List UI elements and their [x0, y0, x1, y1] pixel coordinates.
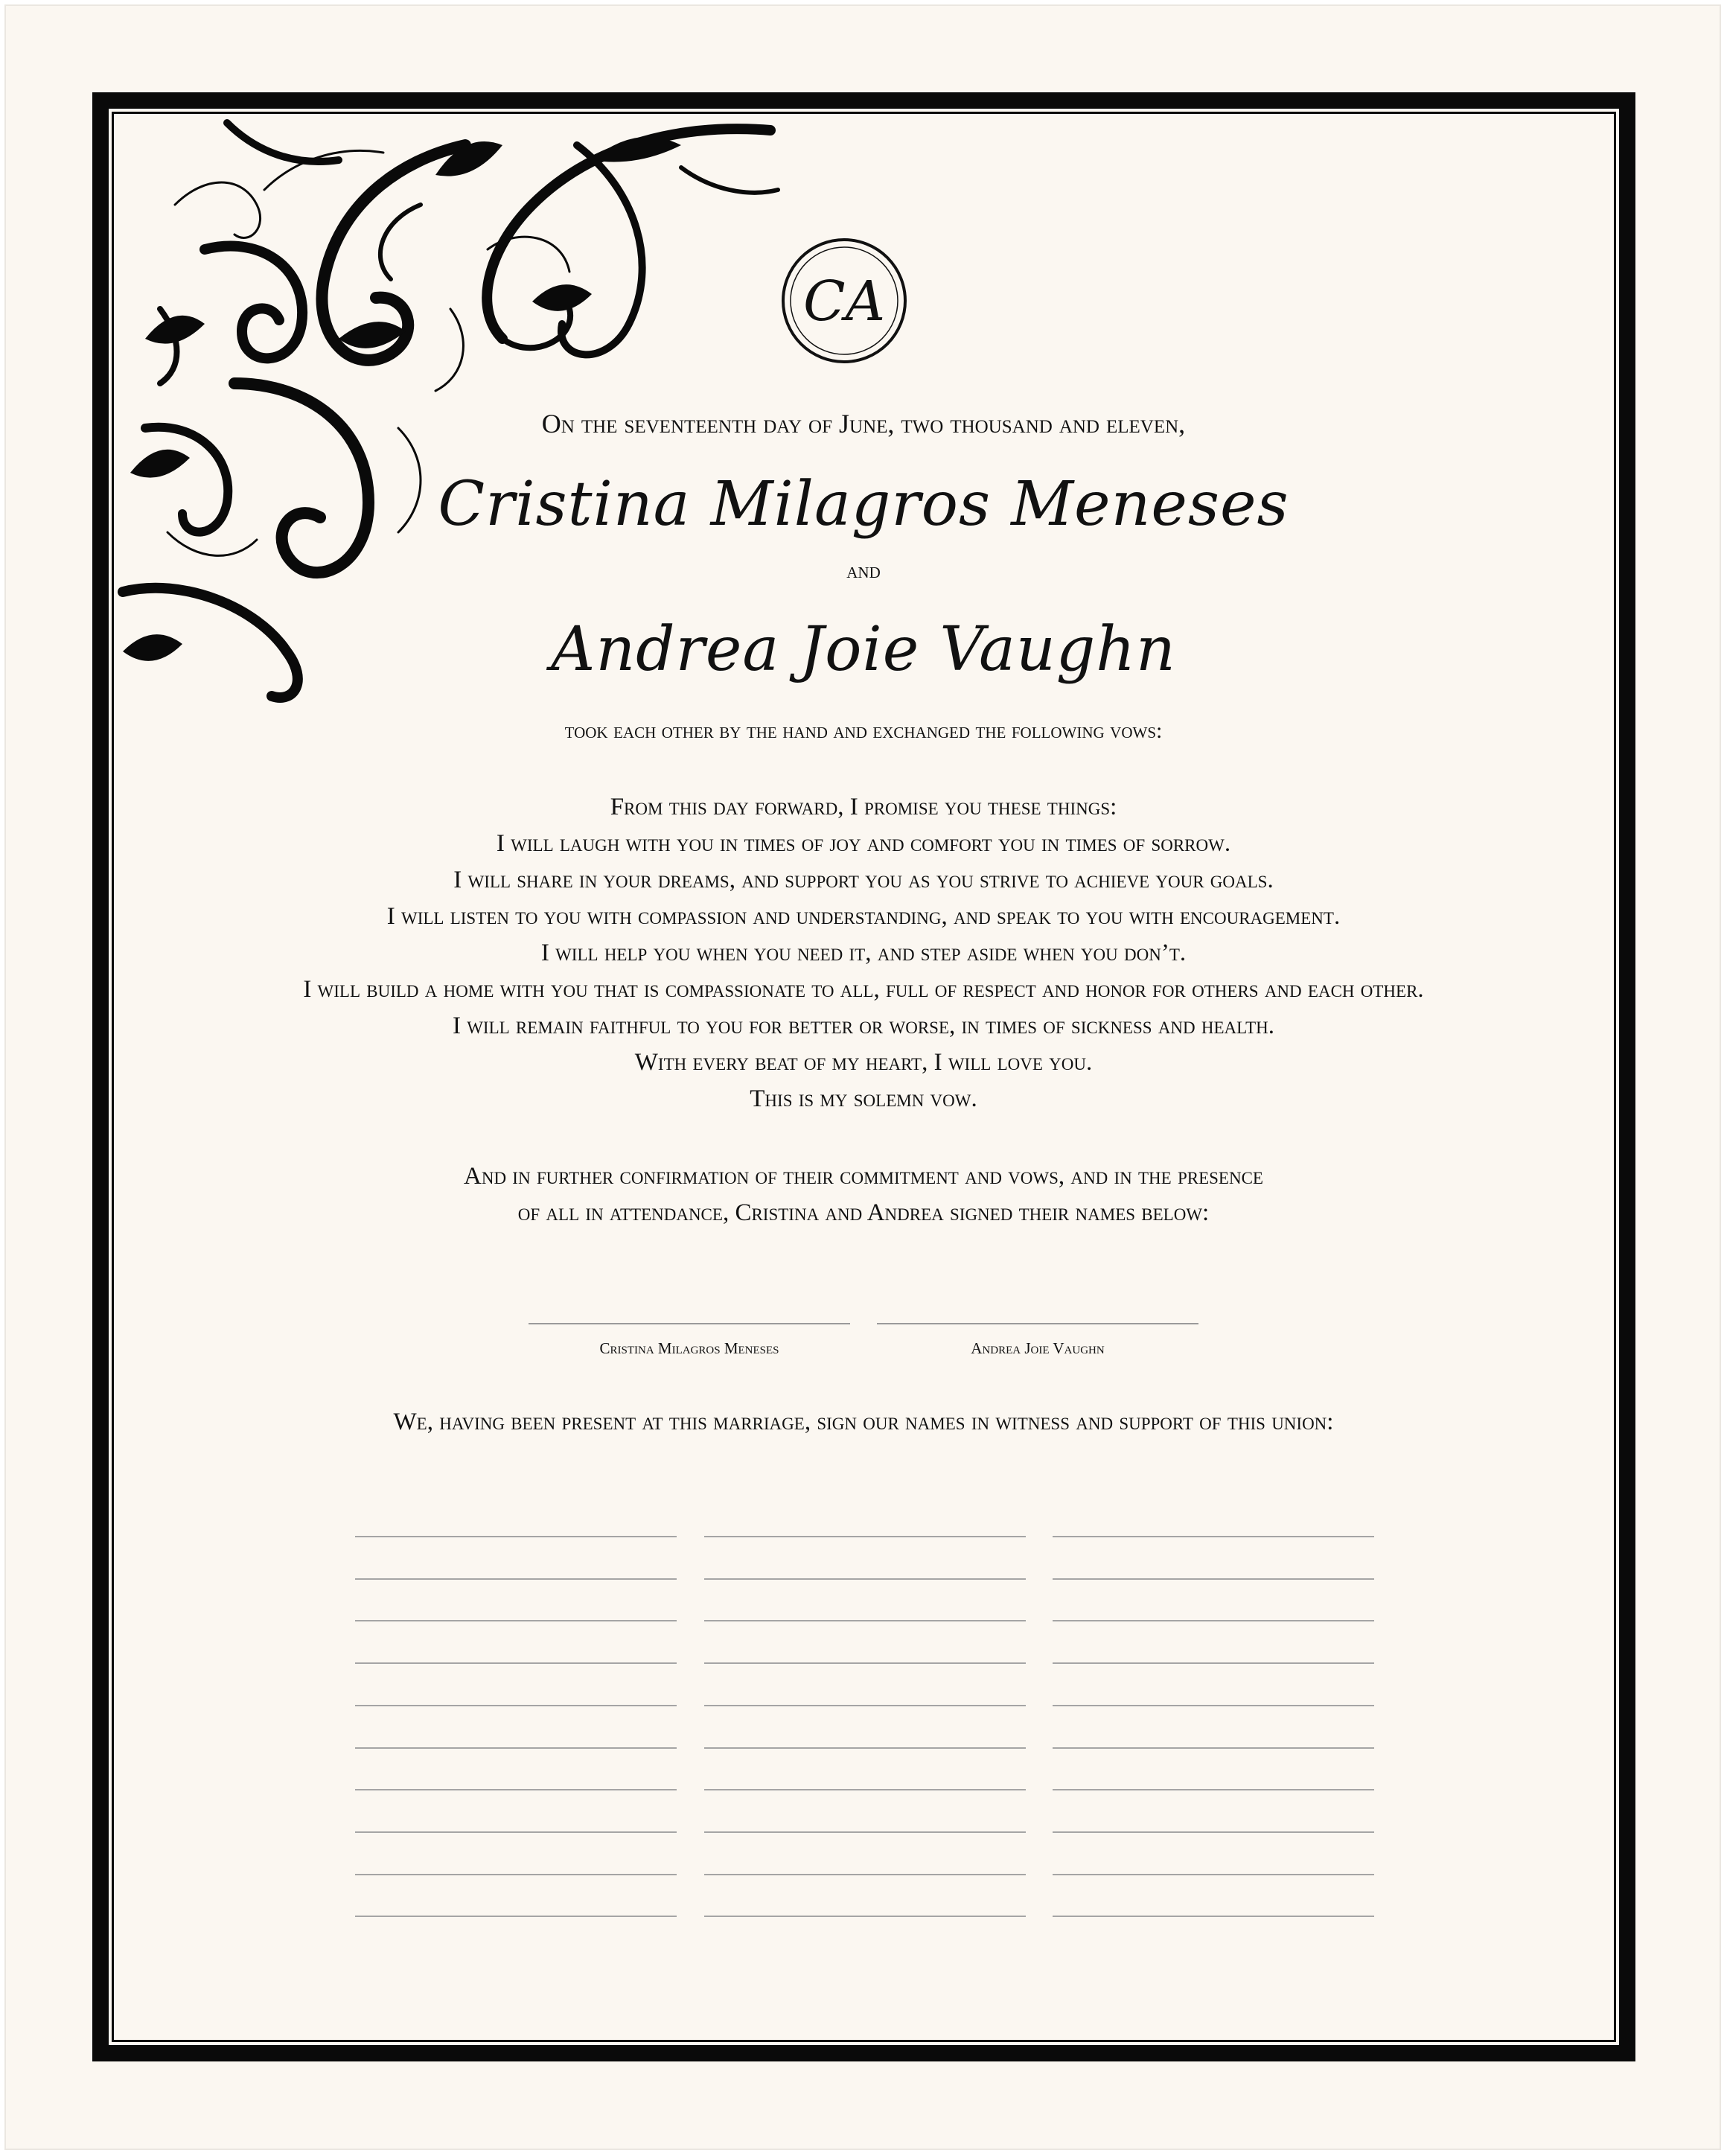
witness-signature-line[interactable] — [1053, 1874, 1374, 1875]
intro-line: On the seventeenth day of June, two thousand and eleven, — [541, 409, 1186, 438]
vow-line: I will build a home with you that is compassionate to all, full of respect and honor for others and each other. — [303, 976, 1424, 1003]
confirmation-line: And in further confirmation of their commitment and vows, and in the presence — [464, 1163, 1263, 1190]
signature-label-partner-two: Andrea Joie Vaughn — [971, 1339, 1105, 1357]
signature-line-partner-one[interactable] — [529, 1323, 850, 1324]
vows-block — [0, 789, 1727, 1117]
vow-line: I will laugh with you in times of joy and comfort you in times of sorrow. — [496, 830, 1231, 857]
vow-line: I will help you when you need it, and step aside when you don’t. — [540, 940, 1187, 966]
partner-one-name: Cristina Milagros Meneses — [438, 469, 1289, 540]
witness-signature-line[interactable] — [1053, 1536, 1374, 1537]
witness-signature-line[interactable] — [1053, 1747, 1374, 1749]
vow-line: This is my solemn vow. — [750, 1085, 977, 1112]
vow-line: With every beat of my heart, I will love you. — [634, 1049, 1093, 1076]
witness-signature-line[interactable] — [355, 1831, 677, 1833]
confirmation-line: of all in attendance, Cristina and Andrea signed their names below: — [517, 1199, 1210, 1226]
witness-signature-line[interactable] — [704, 1705, 1026, 1706]
vow-line: I will share in your dreams, and support you as you strive to achieve your goals. — [453, 867, 1274, 893]
signature-line-partner-two[interactable] — [877, 1323, 1198, 1324]
witness-signature-line[interactable] — [704, 1662, 1026, 1664]
witness-signature-line[interactable] — [704, 1620, 1026, 1621]
witness-signature-line[interactable] — [355, 1747, 677, 1749]
witness-signature-line[interactable] — [704, 1536, 1026, 1537]
witness-signature-line[interactable] — [1053, 1620, 1374, 1621]
witness-signature-line[interactable] — [1053, 1789, 1374, 1790]
vow-line: From this day forward, I promise you these things: — [610, 794, 1117, 820]
witness-signature-line[interactable] — [355, 1620, 677, 1621]
witness-signature-line[interactable] — [704, 1789, 1026, 1790]
witness-signature-line[interactable] — [355, 1662, 677, 1664]
witness-signature-line[interactable] — [355, 1536, 677, 1537]
partner-two-name: Andrea Joie Vaughn — [551, 614, 1176, 685]
witness-signature-line[interactable] — [704, 1916, 1026, 1917]
witness-signature-line[interactable] — [355, 1874, 677, 1875]
witness-signature-line[interactable] — [355, 1789, 677, 1790]
signature-label-partner-one: Cristina Milagros Meneses — [599, 1339, 779, 1357]
witness-statement: We, having been present at this marriage, sign our names in witness and support of this union: — [393, 1409, 1334, 1435]
witness-signature-line[interactable] — [704, 1747, 1026, 1749]
witness-signature-line[interactable] — [355, 1916, 677, 1917]
confirmation-block — [0, 1158, 1727, 1231]
witness-signature-line[interactable] — [704, 1831, 1026, 1833]
vow-line: I will remain faithful to you for better or worse, in times of sickness and health. — [452, 1012, 1275, 1039]
witness-signature-line[interactable] — [704, 1578, 1026, 1580]
vow-line: I will listen to you with compassion and understanding, and speak to you with encouragement. — [386, 903, 1341, 930]
witness-signature-line[interactable] — [704, 1874, 1026, 1875]
witness-signature-line[interactable] — [355, 1578, 677, 1580]
witness-signature-line[interactable] — [1053, 1662, 1374, 1664]
witness-signature-line[interactable] — [1053, 1705, 1374, 1706]
vow-exchange-line: took each other by the hand and exchanged the following vows: — [564, 718, 1163, 743]
and-line: and — [846, 558, 881, 583]
witness-signature-line[interactable] — [1053, 1916, 1374, 1917]
monogram-letters: CA — [802, 270, 886, 334]
witness-signature-line[interactable] — [355, 1705, 677, 1706]
monogram-seal — [780, 237, 908, 365]
witness-signature-line[interactable] — [1053, 1578, 1374, 1580]
witness-signature-line[interactable] — [1053, 1831, 1374, 1833]
